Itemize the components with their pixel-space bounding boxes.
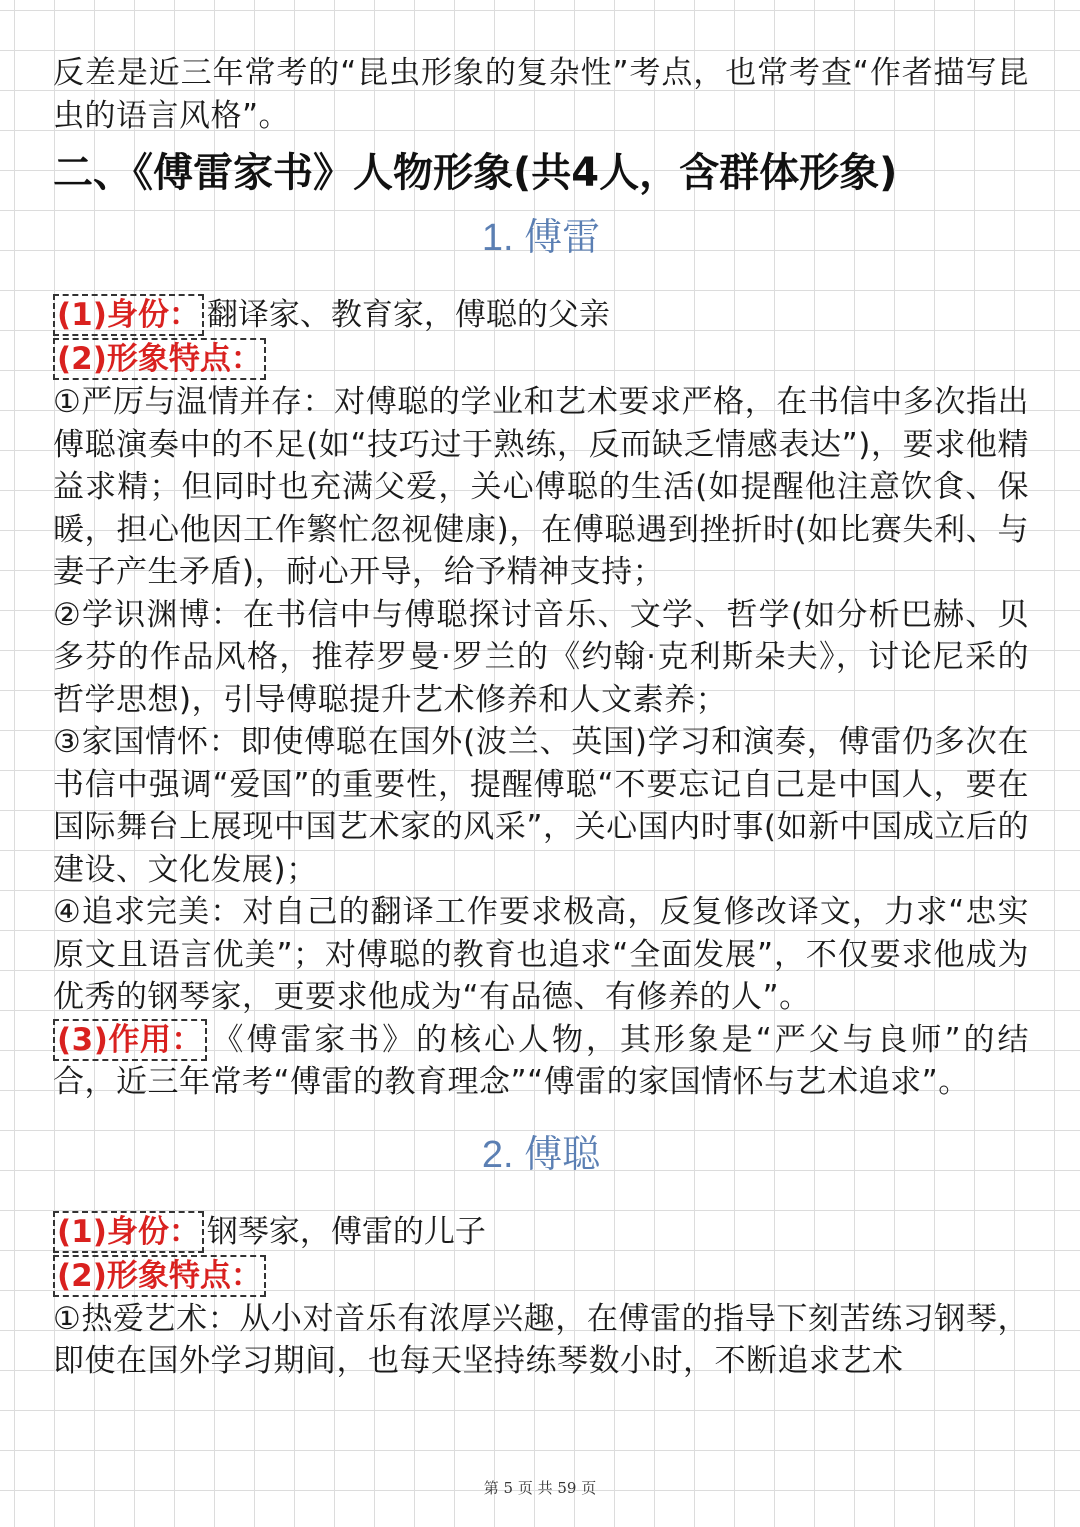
page-footer: 第 5 页 共 59 页 <box>483 1479 597 1497</box>
fulei-trait-1: ①严厉与温情并存：对傅聪的学业和艺术要求严格，在书信中多次指出傅聪演奏中的不足(如“技巧过于熟练，反而缺乏情感表达”)，要求他精益求精；但同时也充满父爱，关心傅聪的生活(如提醒他注意饮食、保暖，担心他因工作繁忙忽视健康)，在傅聪遇到挫折时(如比赛失利、与妻子产生矛盾)，耐心开导，给予精神支持； <box>53 384 1029 590</box>
fulei-identity <box>53 293 1029 337</box>
intro-paragraph: 反差是近三年常考的“昆虫形象的复杂性”考点，也常考查“作者描写昆虫的语言风格”。 <box>53 55 1029 134</box>
heading-fulei: 1. 傅雷 <box>481 217 601 259</box>
traits-label: (2)形象特点： <box>53 338 266 380</box>
identity-text: 翻译家、教育家，傅聪的父亲 <box>206 297 610 333</box>
traits-label: (2)形象特点： <box>53 1255 266 1297</box>
identity-label: (1)身份： <box>53 294 204 336</box>
fucong-identity <box>53 1210 1029 1254</box>
role-text: 《傅雷家书》的核心人物，其形象是“严父与良师”的结合，近三年常考“傅雷的教育理念”“傅雷的家国情怀与艺术追求”。 <box>53 1021 1029 1100</box>
fucong-traits-label-line <box>53 1254 1029 1298</box>
role-label: (3)作用： <box>53 1019 207 1061</box>
identity-text: 钢琴家，傅雷的儿子 <box>206 1213 486 1250</box>
fulei-trait-3: ③家国情怀：即使傅聪在国外(波兰、英国)学习和演奏，傅雷仍多次在书信中强调“爱国”的重要性，提醒傅聪“不要忘记自己是中国人，要在国际舞台上展现中国艺术家的风采”，关心国内时事(如新中国成立后的建设、文化发展)； <box>53 724 1029 888</box>
section-title: 二、《傅雷家书》人物形象(共4人，含群体形象) <box>53 150 898 196</box>
fulei-trait-2: ②学识渊博：在书信中与傅聪探讨音乐、文学、哲学(如分析巴赫、贝多芬的作品风格，推荐罗曼·罗兰的《约翰·克利斯朵夫》，讨论尼采的哲学思想)，引导傅聪提升艺术修养和人文素养； <box>53 596 1029 718</box>
fulei-role <box>53 1019 1029 1104</box>
heading-fucong: 2. 傅聪 <box>481 1133 601 1176</box>
fulei-traits-label-line <box>53 337 1029 381</box>
identity-label: (1)身份： <box>53 1211 204 1253</box>
fucong-trait-1: ①热爱艺术：从小对音乐有浓厚兴趣，在傅雷的指导下刻苦练习钢琴，即使在国外学习期间，也每天坚持练琴数小时，不断追求艺术 <box>53 1300 1029 1379</box>
document-page <box>53 52 1029 1383</box>
fulei-trait-4: ④追求完美：对自己的翻译工作要求极高，反复修改译文，力求“忠实原文且语言优美”；对傅聪的教育也追求“全面发展”，不仅要求他成为优秀的钢琴家，更要求他成为“有品德、有修养的人”。 <box>53 894 1029 1015</box>
